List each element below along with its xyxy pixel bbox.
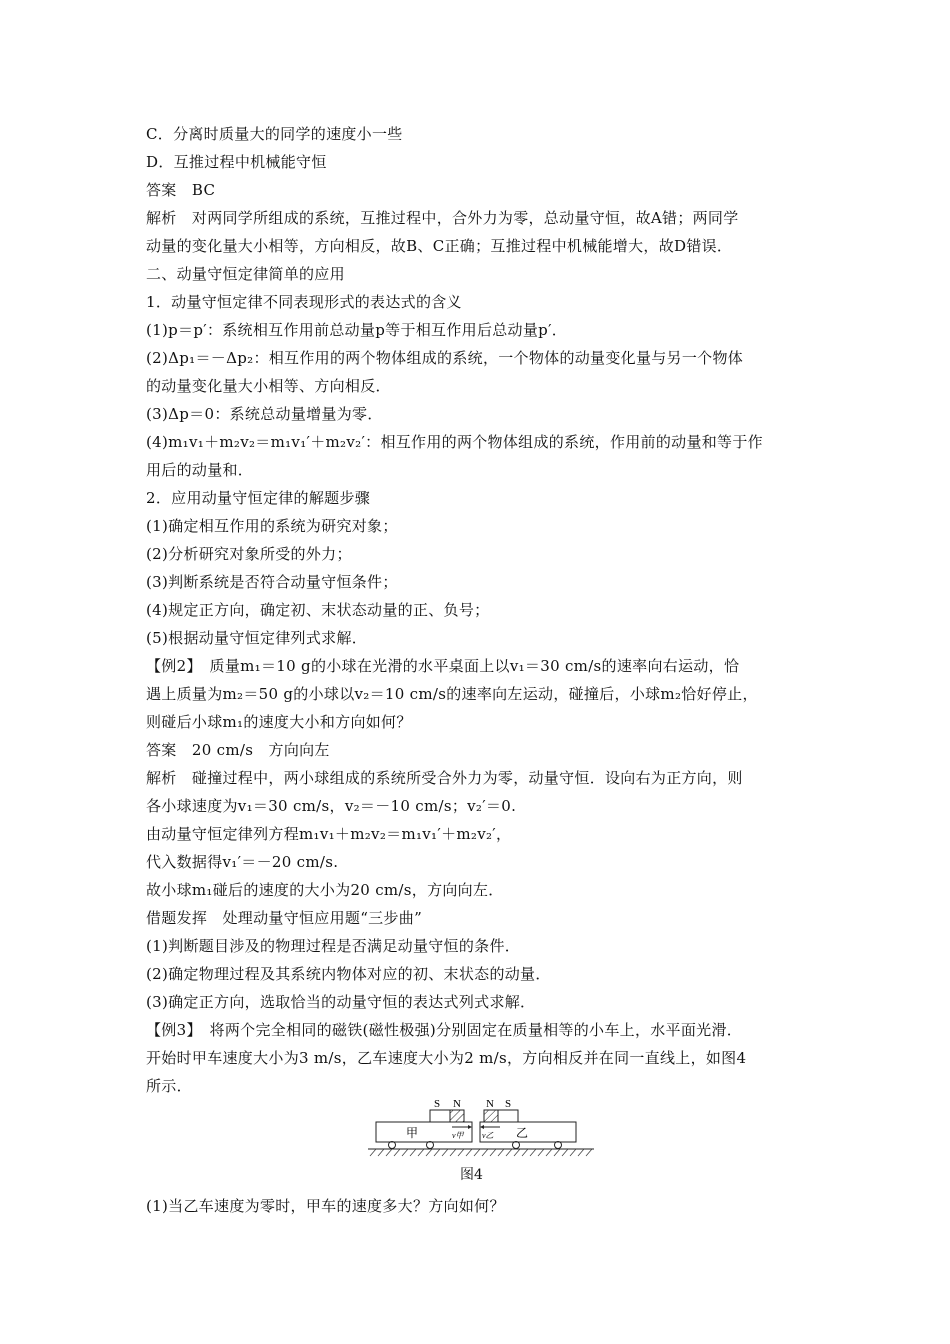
analysis-2-line2: 各小球速度为v₁＝30 cm/s，v₂＝－10 cm/s；v₂′＝0. [146,797,517,815]
analysis-1-line1: 解析 对两同学所组成的系统，互推过程中，合外力为零，总动量守恒，故A错；两同学 [146,209,739,227]
magnet-left-hatched [450,1110,464,1122]
step-5: (5)根据动量守恒定律列式求解． [146,629,368,647]
tip-step-1: (1)判断题目涉及的物理过程是否满足动量守恒的条件． [146,937,521,955]
step-3: (3)判断系统是否符合动量守恒条件； [146,573,398,591]
example-2-line3: 则碰后小球m₁的速度大小和方向如何？ [146,713,412,731]
tip-step-2: (2)确定物理过程及其系统内物体对应的初、末状态的动量． [146,965,551,983]
magnet-right-hatched [484,1110,498,1122]
example-3-line3: 所示． [146,1077,192,1095]
analysis-2-line3: 由动量守恒定律列方程m₁v₁＋m₂v₂＝m₁v₁′＋m₂v₂′， [146,825,512,843]
label-n-right: N [486,1098,494,1110]
formula-item-2-line2: 的动量变化量大小相等、方向相反． [146,377,391,395]
subheading-1: 1．动量守恒定律不同表现形式的表达式的含义 [146,293,462,311]
v-jia-label: v甲 [452,1131,464,1140]
option-d: D．互推过程中机械能守恒 [146,153,327,171]
formula-item-1: (1)p＝p′：系统相互作用前总动量p等于相互作用后总动量p′． [146,321,568,339]
cart-yi-wheel-1 [513,1142,520,1149]
label-s-right: S [505,1098,512,1110]
section-heading-2: 二、动量守恒定律简单的应用 [146,265,345,283]
formula-item-3: (3)Δp＝0：系统总动量增量为零． [146,405,383,423]
step-4: (4)规定正方向，确定初、末状态动量的正、负号； [146,601,490,619]
step-2: (2)分析研究对象所受的外力； [146,545,352,563]
cart-jia-wheel-1 [389,1142,396,1149]
analysis-1-line2: 动量的变化量大小相等，方向相反，故B、C正确；互推过程中机械能增大，故D错误． [146,237,733,255]
cart-yi-label: 乙 [516,1126,529,1140]
formula-item-2-line1: (2)Δp₁＝－Δp₂：相互作用的两个物体组成的系统，一个物体的动量变化量与另一个物体 [146,349,744,367]
formula-item-4-line2: 用后的动量和． [146,461,254,479]
label-n-left: N [453,1098,461,1110]
example-2-line1: 【例2】 质量m₁＝10 g的小球在光滑的水平桌面上以v₁＝30 cm/s的速率向右运动，恰 [146,657,740,675]
subheading-2: 2．应用动量守恒定律的解题步骤 [146,489,371,507]
example-3-line2: 开始时甲车速度大小为3 m/s，乙车速度大小为2 m/s，方向相反并在同一直线上，如图4 [146,1049,747,1067]
carts-magnets-figure [368,1096,594,1162]
magnet-left-white [430,1110,450,1122]
answer-1: 答案 BC [146,181,216,199]
analysis-2-line5: 故小球m₁碰后的速度的大小为20 cm/s，方向向左． [146,881,504,899]
cart-jia-label: 甲 [406,1126,419,1140]
question-1: (1)当乙车速度为零时，甲车的速度多大？方向如何？ [146,1197,505,1215]
label-s-left: S [434,1098,441,1110]
answer-2: 答案 20 cm/s 方向向左 [146,741,330,759]
cart-jia-wheel-2 [427,1142,434,1149]
formula-item-4-line1: (4)m₁v₁＋m₂v₂＝m₁v₁′＋m₂v₂′：相互作用的两个物体组成的系统，作用前的动量和等于作 [146,433,763,451]
example-3-line1: 【例3】 将两个完全相同的磁铁(磁性极强)分别固定在质量相等的小车上，水平面光滑． [146,1021,743,1039]
ground-hatch [370,1149,592,1156]
option-c: C．分离时质量大的同学的速度小一些 [146,125,403,143]
v-yi-label: v乙 [482,1131,494,1140]
step-1: (1)确定相互作用的系统为研究对象； [146,517,398,535]
analysis-2-line1: 解析 碰撞过程中，两小球组成的系统所受合外力为零，动量守恒．设向右为正方向，则 [146,769,743,787]
example-2-line2: 遇上质量为m₂＝50 g的小球以v₂＝10 cm/s的速率向左运动，碰撞后，小球m₂恰好停止， [146,685,758,703]
analysis-2-line4: 代入数据得v₁′＝－20 cm/s. [146,853,339,871]
magnet-right-white [498,1110,518,1122]
cart-yi-wheel-2 [555,1142,562,1149]
figure-caption: 图4 [460,1167,483,1183]
tip-step-3: (3)确定正方向，选取恰当的动量守恒的表达式列式求解． [146,993,536,1011]
tip-heading: 借题发挥 处理动量守恒应用题“三步曲” [146,909,423,927]
